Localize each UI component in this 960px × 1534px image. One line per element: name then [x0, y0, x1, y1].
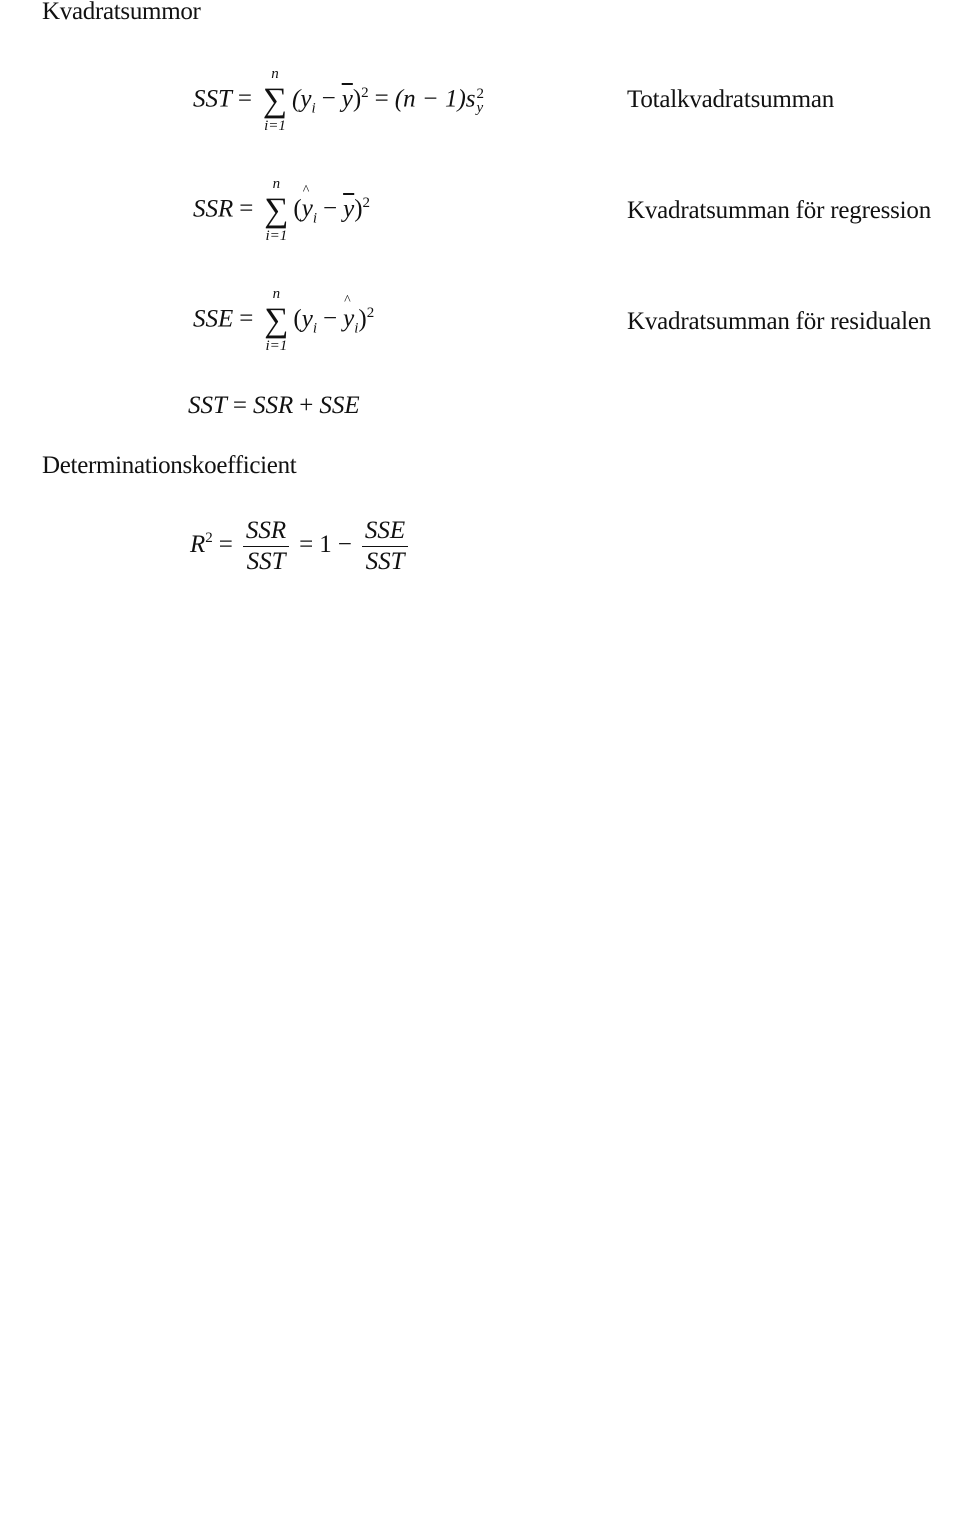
- sst-sum-upper: n: [271, 65, 279, 82]
- decomp-plus: +: [299, 392, 314, 419]
- sigma-icon: ∑: [264, 191, 289, 229]
- sigma-icon: ∑: [262, 81, 288, 119]
- ssr-sum-upper: n: [272, 175, 281, 192]
- sse-eq: =: [239, 305, 254, 333]
- ssr-eq: =: [239, 195, 254, 223]
- r2-minus: −: [337, 531, 352, 559]
- ssr-mean: $\overline{y}$: [343, 195, 355, 223]
- ssr-sum-lower: i=1: [265, 227, 288, 244]
- decomp-sse: SSE: [319, 392, 360, 419]
- sst-rhs-sup: 2: [476, 85, 485, 102]
- sst-eq: =: [237, 85, 253, 113]
- formula-ssr: [193, 175, 371, 244]
- heading-kvadratsummor: Kvadratsummor: [42, 0, 201, 25]
- sse-minus: −: [323, 305, 338, 333]
- sse-yhat: ^ y: [343, 305, 354, 333]
- r2-lhs-sup: 2: [205, 530, 213, 547]
- ssr-minus: −: [323, 195, 338, 223]
- desc-regression: Kvadratsumman för regression: [627, 197, 932, 224]
- ssr-yhat: ^ y: [302, 195, 313, 223]
- r2-den1: SST: [246, 548, 286, 575]
- heading-determination: Determinationskoefficient: [42, 452, 297, 479]
- decomp-ssr: SSR: [253, 392, 294, 419]
- sse-close: ): [358, 305, 367, 333]
- sst-lhs: SST: [193, 85, 232, 113]
- desc-residual: Kvadratsumman för residualen: [627, 308, 932, 335]
- sst-sum-lower: i=1: [264, 117, 286, 134]
- r2-eq: =: [218, 531, 233, 559]
- sst-power: 2: [361, 85, 369, 101]
- r2-fraction-1: [243, 518, 289, 575]
- ssr-open: (: [293, 195, 302, 223]
- sst-eq2: =: [374, 85, 389, 113]
- formula-sst: [193, 65, 485, 134]
- r2-num1: SSR: [243, 518, 289, 547]
- sst-rhs-supsub: [477, 87, 485, 115]
- r2-num2: SSE: [362, 518, 408, 547]
- sse-yhat-sub: i: [354, 320, 359, 337]
- sst-minus: −: [321, 85, 336, 113]
- sst-rhs-sub: y: [476, 99, 484, 116]
- r2-lhs: R: [190, 531, 206, 559]
- sse-lhs: SSE: [193, 305, 234, 333]
- sigma-icon: ∑: [264, 301, 289, 339]
- sse-open: (: [293, 305, 302, 333]
- ssr-close: ): [354, 195, 363, 223]
- sse-sum-upper: n: [272, 285, 281, 302]
- decomp-eq: =: [232, 392, 248, 419]
- sst-mean: $\overline{y}$: [341, 85, 353, 113]
- ssr-sum: [261, 175, 291, 244]
- sse-sum-lower: i=1: [265, 337, 288, 354]
- sst-close: ): [352, 85, 362, 113]
- sst-term: (y: [292, 85, 312, 113]
- sse-power: 2: [366, 305, 375, 321]
- r2-one: 1: [319, 531, 332, 559]
- r2-fraction-2: [362, 518, 408, 575]
- decomp-sst: SST: [188, 392, 227, 419]
- r2-eq2: =: [299, 531, 314, 559]
- sst-term-sub: i: [311, 100, 316, 117]
- ssr-power: 2: [362, 195, 371, 211]
- sst-rhs: (n − 1)s: [394, 85, 476, 113]
- r2-den2: SST: [365, 548, 405, 575]
- desc-total: Totalkvadratsumman: [627, 86, 835, 113]
- formula-decomposition: [188, 392, 360, 420]
- ssr-yhat-sub: i: [312, 210, 317, 227]
- sse-y: y: [301, 305, 313, 333]
- formula-r2: [190, 518, 412, 575]
- sst-sum: [260, 65, 290, 134]
- sse-sum: [261, 285, 291, 354]
- sse-y-sub: i: [312, 320, 317, 337]
- ssr-lhs: SSR: [193, 195, 234, 223]
- formula-sse: [193, 285, 375, 354]
